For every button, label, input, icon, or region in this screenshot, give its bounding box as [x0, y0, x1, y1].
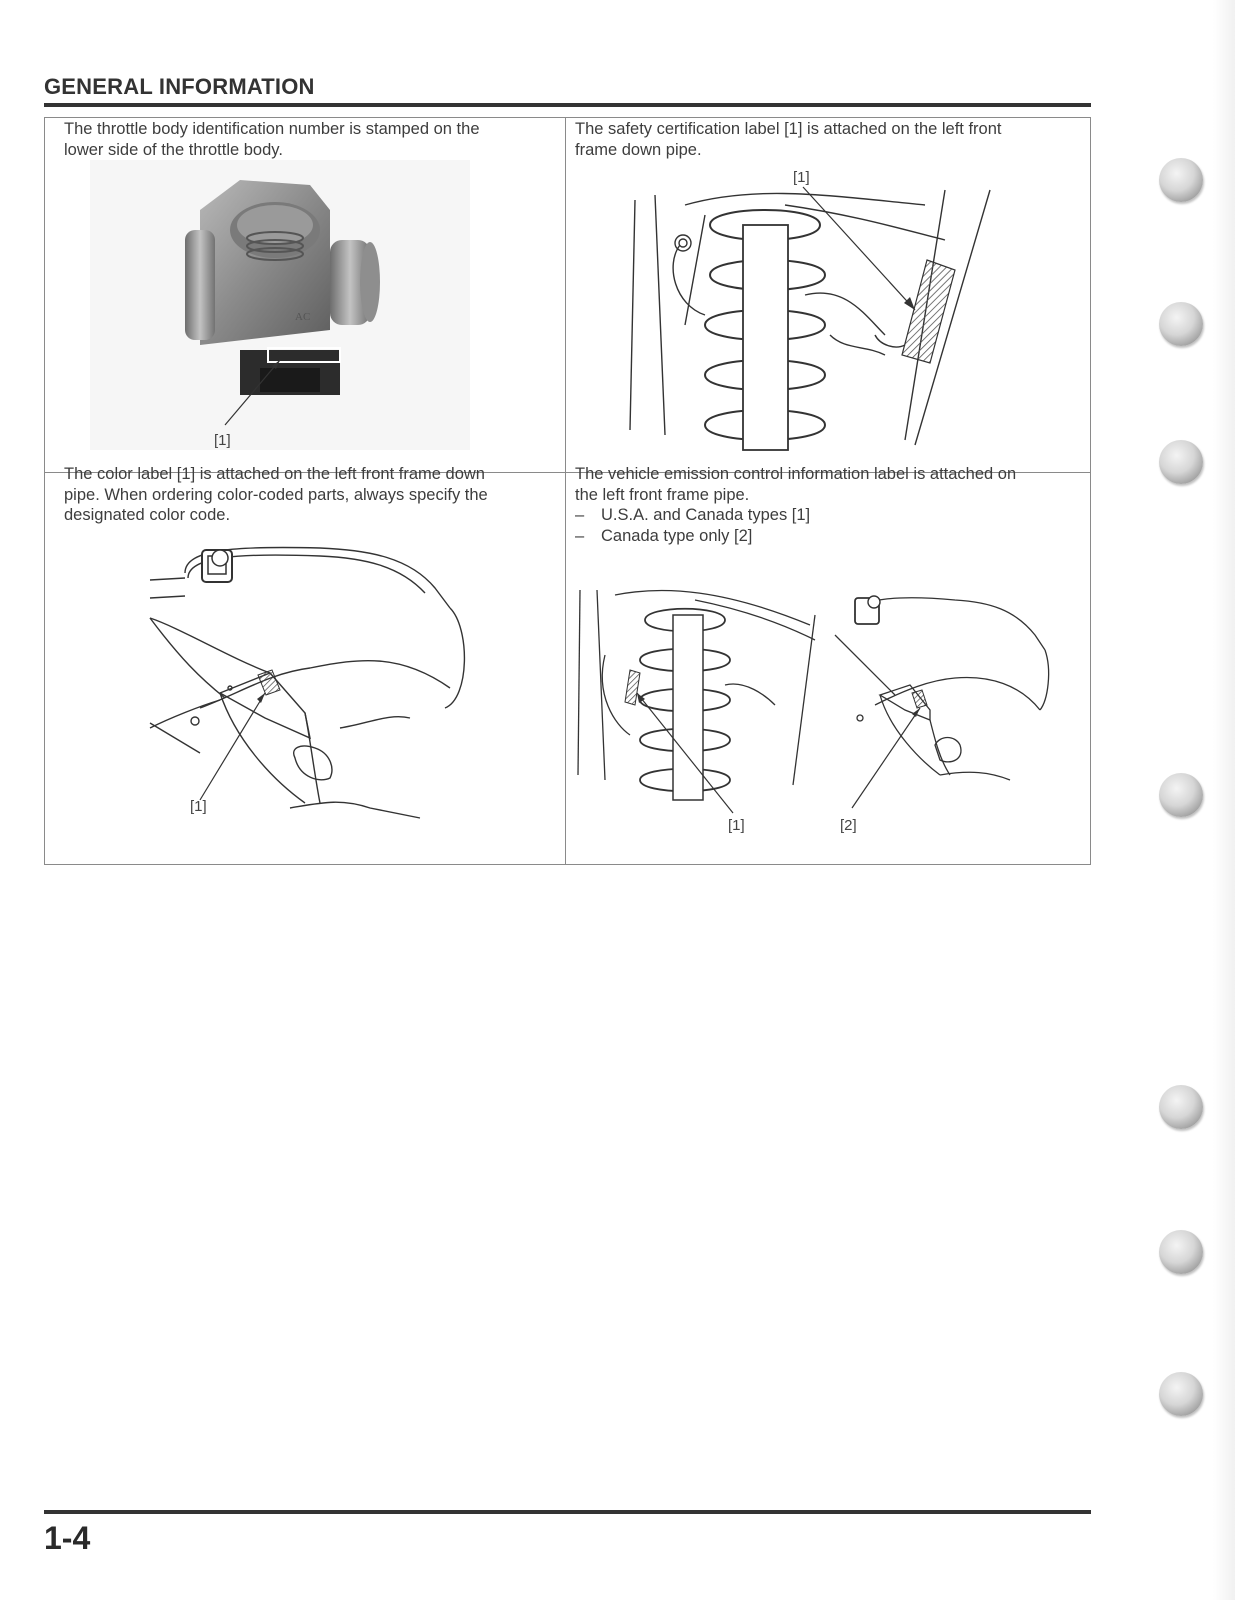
bullet-item: [575, 505, 810, 526]
throttle-body-photo: [180, 170, 380, 420]
page-edge-shading: [1213, 0, 1235, 1600]
text-line: The throttle body identification number is stamped on the: [64, 120, 480, 138]
safety-label-text: [575, 119, 1002, 160]
callout-label: [1]: [190, 798, 207, 815]
text-line: The vehicle emission control information label is attached on: [575, 465, 1017, 483]
text-line: designated color code.: [64, 506, 231, 524]
frame-tank-illustration: [140, 538, 470, 838]
index-tab[interactable]: [1159, 302, 1203, 346]
index-tab[interactable]: [1159, 1372, 1203, 1416]
callout-label: [1]: [214, 432, 231, 449]
text-line: lower side of the throttle body.: [64, 140, 283, 159]
index-tab[interactable]: [1159, 1085, 1203, 1129]
callout-label: [1]: [728, 817, 745, 834]
text-line: frame down pipe.: [575, 140, 702, 159]
index-tab[interactable]: [1159, 440, 1203, 484]
text-line: The safety certification label [1] is attached on the left front: [575, 120, 1002, 138]
section-title: GENERAL INFORMATION: [44, 74, 315, 99]
frame-tank-small-illustration: [830, 590, 1050, 805]
bullet-dash: –: [575, 506, 585, 524]
bullet-dash: –: [575, 527, 585, 545]
callout-label: [1]: [793, 169, 810, 186]
bullet-text: U.S.A. and Canada types [1]: [601, 506, 811, 524]
spring-frame-small-illustration: [575, 585, 825, 800]
callout-label: [2]: [840, 817, 857, 834]
throttle-body-text: [64, 119, 480, 160]
header-rule: [44, 103, 1091, 107]
emission-label-text: [575, 464, 1016, 505]
index-tab[interactable]: [1159, 158, 1203, 202]
spring-frame-illustration: [625, 185, 1005, 460]
text-line: The color label [1] is attached on the left front frame down: [64, 465, 485, 483]
color-label-text: [64, 464, 488, 526]
bullet-text: Canada type only [2]: [601, 527, 753, 545]
index-tab[interactable]: [1159, 773, 1203, 817]
page-number: 1-4: [44, 1520, 91, 1556]
text-line: the left front frame pipe.: [575, 485, 750, 504]
index-tab[interactable]: [1159, 1230, 1203, 1274]
photo-marking: AC: [295, 311, 311, 323]
text-line: pipe. When ordering color-coded parts, always specify the: [64, 485, 488, 504]
footer-rule: [44, 1510, 1091, 1514]
grid-vertical-divider: [565, 118, 566, 864]
bullet-item: [575, 526, 752, 547]
